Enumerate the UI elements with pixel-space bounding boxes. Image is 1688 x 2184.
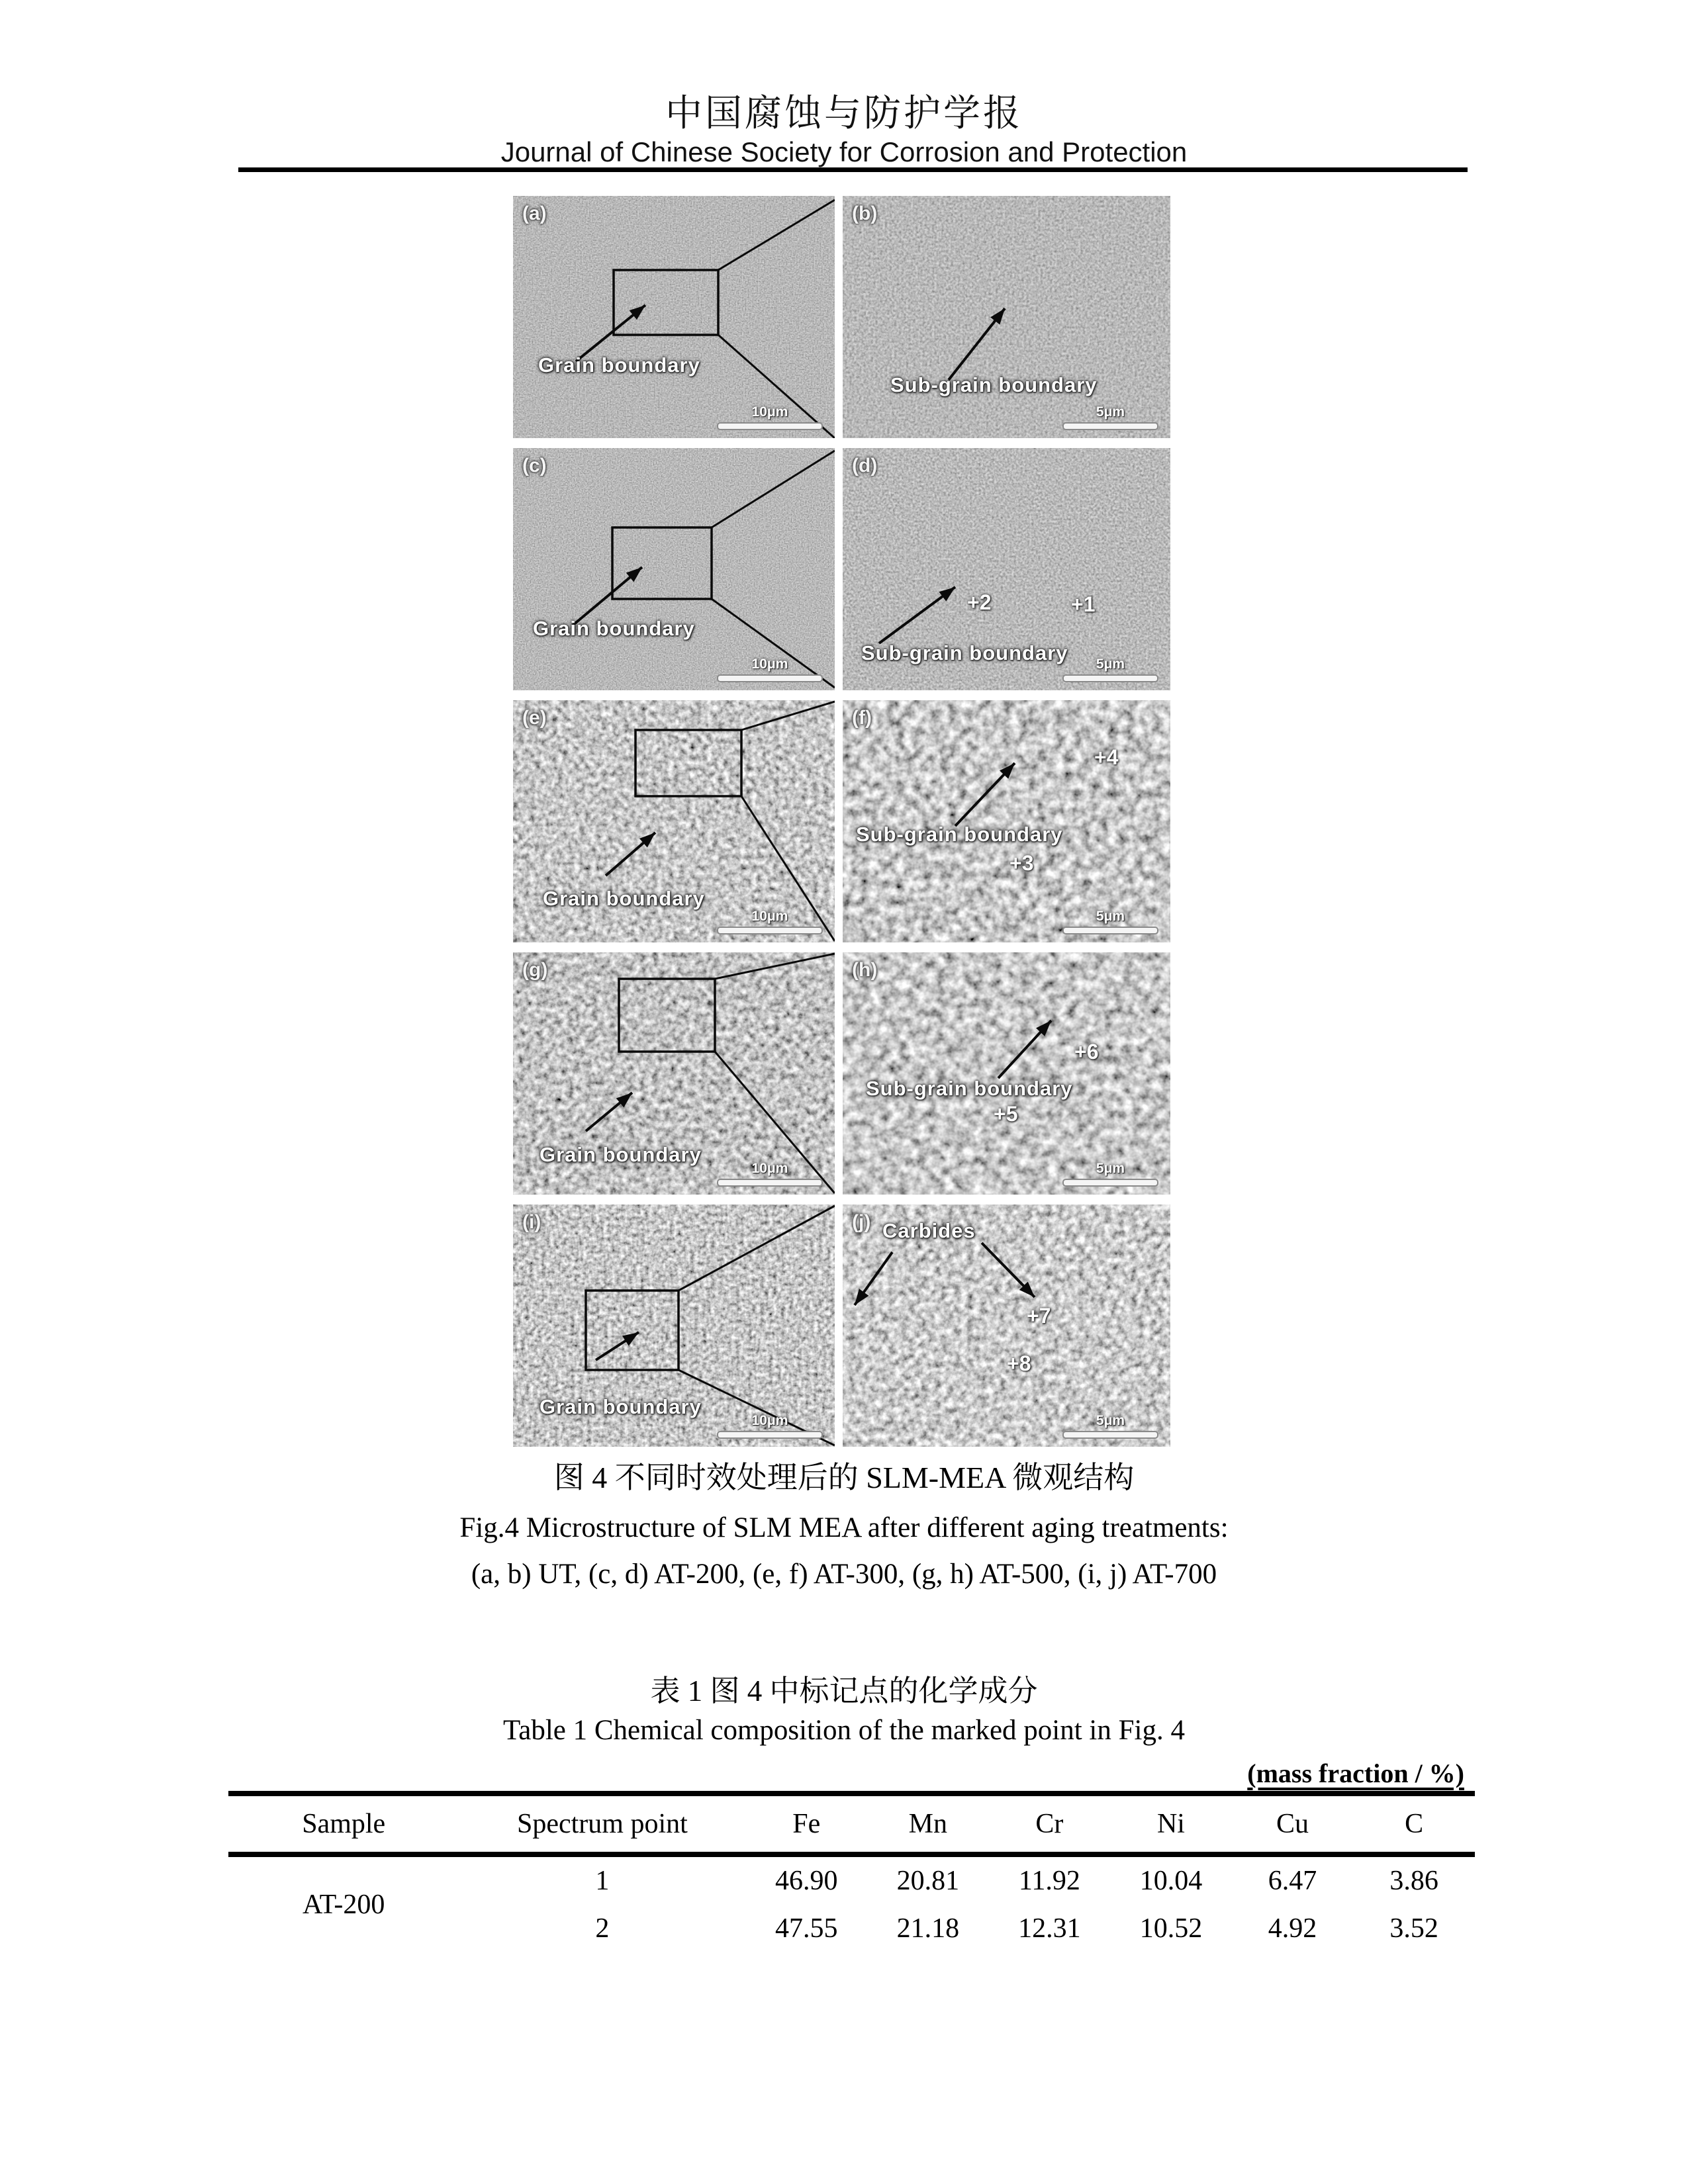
scale-bar-line <box>717 927 823 934</box>
cr-cell: 12.31 <box>1018 1913 1081 1944</box>
micrograph-panel-a <box>513 196 835 438</box>
scale-bar <box>717 657 823 682</box>
scale-bar-line <box>717 1179 823 1187</box>
panel-label: (f) <box>852 707 872 729</box>
sub-grain-boundary-label: Sub-grain boundary <box>866 1077 1073 1100</box>
scale-bar-label: 5μm <box>1096 1413 1125 1428</box>
arrow-head <box>850 1289 869 1308</box>
scale-bar-label: 5μm <box>1096 1161 1125 1176</box>
sub-grain-boundary-label: Sub-grain boundary <box>861 641 1068 664</box>
spectrum-point-marker: +7 <box>1027 1304 1051 1328</box>
grain-boundary-label: Grain boundary <box>543 887 705 910</box>
cr-cell: 11.92 <box>1018 1866 1080 1896</box>
panel-label: (j) <box>852 1211 871 1233</box>
scale-bar-label: 5μm <box>1096 657 1125 672</box>
micrograph-panel-f <box>843 700 1170 942</box>
scale-bar <box>717 1413 823 1439</box>
connector-line <box>715 954 835 979</box>
figure-caption-subpanels: (a, b) UT, (c, d) AT-200, (e, f) AT-300, (g, h) AT-500, (i, j) AT-700 <box>471 1559 1217 1590</box>
scale-bar <box>1062 1413 1158 1439</box>
scale-bar-line <box>1062 1431 1158 1439</box>
cu-cell: 6.47 <box>1268 1866 1317 1896</box>
figure-caption-en: Fig.4 Microstructure of SLM MEA after different aging treatments: <box>459 1512 1229 1543</box>
carbides-label: Carbides <box>882 1219 976 1242</box>
spectrum-point-marker: +4 <box>1094 745 1119 769</box>
panel-label: (c) <box>522 455 547 477</box>
panel-label: (b) <box>852 203 878 224</box>
panel-c-annotations <box>513 448 835 690</box>
sample-cell: AT-200 <box>302 1889 385 1920</box>
panel-label: (a) <box>522 203 547 224</box>
journal-title-zh: 中国腐蚀与防护学报 <box>665 92 1023 134</box>
panel-label: (e) <box>522 707 547 729</box>
panel-label: (g) <box>522 959 548 981</box>
scale-bar-label: 5μm <box>1096 404 1125 420</box>
composition-table <box>228 1791 1475 1952</box>
scale-bar-label: 10μm <box>751 1161 788 1176</box>
scale-bar-line <box>1062 422 1158 430</box>
scale-bar-line <box>717 1431 823 1439</box>
scale-bar-line <box>1062 927 1158 934</box>
spectrum-point-marker: +8 <box>1007 1351 1031 1375</box>
mass-fraction-note <box>228 1758 1464 1789</box>
fe-cell: 46.90 <box>774 1866 838 1896</box>
table-header-row <box>228 1794 1475 1854</box>
panel-f-annotations <box>843 700 1170 942</box>
panel-label: (d) <box>852 455 878 477</box>
col-header-cu: Cu <box>1232 1794 1354 1854</box>
spectrum-point-cell: 1 <box>595 1866 610 1896</box>
inset-box <box>619 979 715 1052</box>
micrograph-panel-e <box>513 700 835 942</box>
scale-bar <box>717 1161 823 1187</box>
journal-title-en: Journal of Chinese Society for Corrosion and Protection <box>500 136 1188 167</box>
col-header-c: C <box>1353 1794 1475 1854</box>
col-header-cr: Cr <box>989 1794 1111 1854</box>
panel-a-annotations <box>513 196 835 438</box>
inset-box <box>635 730 741 796</box>
panel-label: (h) <box>852 959 878 981</box>
col-header-mn: Mn <box>867 1794 989 1854</box>
scale-bar-label: 10μm <box>751 657 788 672</box>
micrograph-panel-i <box>513 1205 835 1447</box>
c-cell: 3.52 <box>1389 1913 1438 1944</box>
scale-bar <box>1062 1161 1158 1187</box>
mn-cell: 20.81 <box>896 1866 960 1896</box>
cu-cell: 4.92 <box>1268 1913 1317 1944</box>
spectrum-point-marker: +5 <box>994 1102 1018 1126</box>
ni-cell: 10.52 <box>1139 1913 1203 1944</box>
scale-bar-line <box>1062 1179 1158 1187</box>
scale-bar-line <box>1062 674 1158 682</box>
figure-caption-zh: 图 4 不同时效处理后的 SLM-MEA 微观结构 <box>553 1461 1135 1494</box>
arrow-head <box>622 1327 642 1345</box>
grain-boundary-label: Grain boundary <box>533 617 695 640</box>
connector-line <box>679 1206 835 1291</box>
micrograph-panel-h <box>843 952 1170 1195</box>
fe-cell: 47.55 <box>774 1913 838 1944</box>
mn-cell: 21.18 <box>896 1913 960 1944</box>
spectrum-point-marker: +3 <box>1009 851 1034 875</box>
spectrum-point-marker: +1 <box>1071 592 1096 616</box>
connector-line <box>718 200 835 270</box>
inset-box <box>612 527 712 599</box>
scale-bar-line <box>717 422 823 430</box>
inset-box <box>614 270 718 335</box>
micrograph-panel-g <box>513 952 835 1195</box>
micrograph-panel-d <box>843 448 1170 690</box>
connector-line <box>741 702 835 730</box>
scale-bar <box>1062 909 1158 934</box>
panel-b-annotations <box>843 196 1170 438</box>
scale-bar <box>717 404 823 430</box>
col-header-fe: Fe <box>745 1794 867 1854</box>
scale-bar <box>1062 657 1158 682</box>
spectrum-point-marker: +6 <box>1074 1040 1099 1064</box>
scale-bar <box>1062 404 1158 430</box>
col-header-ni: Ni <box>1110 1794 1232 1854</box>
micrograph-panel-c <box>513 448 835 690</box>
panel-h-annotations <box>843 952 1170 1195</box>
grain-boundary-label: Grain boundary <box>539 1395 702 1418</box>
micrograph-panel-b <box>843 196 1170 438</box>
ni-cell: 10.04 <box>1139 1866 1203 1896</box>
connector-line <box>712 451 835 527</box>
mass-fraction-text: (mass fraction / %) <box>1247 1758 1464 1788</box>
table-caption-en: Table 1 Chemical composition of the marked point in Fig. 4 <box>502 1715 1185 1746</box>
panel-label: (i) <box>522 1211 541 1233</box>
scale-bar-label: 10μm <box>751 909 788 924</box>
scale-bar-line <box>717 674 823 682</box>
spectrum-point-marker: +2 <box>967 590 992 614</box>
scale-bar-label: 5μm <box>1096 909 1125 924</box>
micrograph-panel-j <box>843 1205 1170 1447</box>
sub-grain-boundary-label: Sub-grain boundary <box>890 373 1098 396</box>
table-row <box>228 1854 1475 1905</box>
table-caption-zh: 表 1 图 4 中标记点的化学成分 <box>650 1674 1038 1707</box>
col-header-spectrum-point: Spectrum point <box>459 1794 745 1854</box>
c-cell: 3.86 <box>1389 1866 1438 1896</box>
scale-bar-label: 10μm <box>751 404 788 420</box>
scale-bar <box>717 909 823 934</box>
spectrum-point-cell: 2 <box>595 1913 610 1944</box>
col-header-sample: Sample <box>228 1794 459 1854</box>
header-rule <box>238 167 1468 172</box>
figure-4-micrographs <box>513 196 1170 1447</box>
grain-boundary-label: Grain boundary <box>538 353 700 377</box>
sub-grain-boundary-label: Sub-grain boundary <box>856 823 1063 846</box>
scale-bar-label: 10μm <box>751 1413 788 1428</box>
grain-boundary-label: Grain boundary <box>539 1143 702 1166</box>
